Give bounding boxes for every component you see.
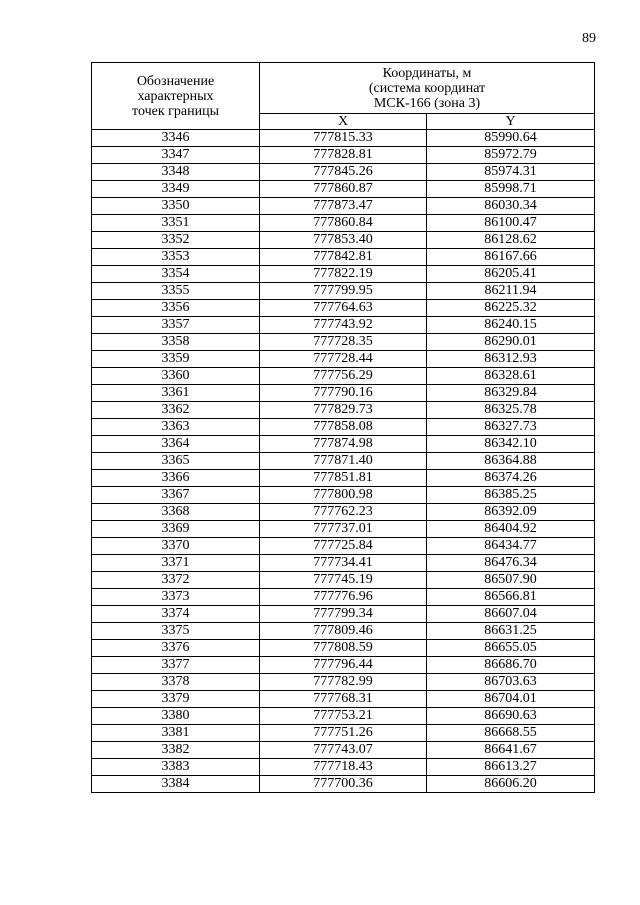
x-coordinate-cell: 777764.63 <box>260 300 427 317</box>
header-coordinates <box>260 63 595 114</box>
point-id-cell: 3363 <box>92 419 260 436</box>
point-id-cell: 3357 <box>92 317 260 334</box>
x-coordinate-cell: 777874.98 <box>260 436 427 453</box>
table-row <box>92 640 595 657</box>
point-id-cell: 3369 <box>92 521 260 538</box>
table-header <box>92 63 595 130</box>
table-row <box>92 300 595 317</box>
coordinates-table <box>91 62 595 793</box>
point-id-cell: 3368 <box>92 504 260 521</box>
page-number: 89 <box>582 31 596 46</box>
y-coordinate-cell: 86374.26 <box>427 470 595 487</box>
x-coordinate-cell: 777776.96 <box>260 589 427 606</box>
y-coordinate-cell: 86325.78 <box>427 402 595 419</box>
x-coordinate-cell: 777860.84 <box>260 215 427 232</box>
y-coordinate-cell: 86211.94 <box>427 283 595 300</box>
table-row <box>92 266 595 283</box>
point-id-cell: 3373 <box>92 589 260 606</box>
y-coordinate-cell: 86404.92 <box>427 521 595 538</box>
table-row <box>92 589 595 606</box>
y-coordinate-cell: 86342.10 <box>427 436 595 453</box>
point-id-cell: 3371 <box>92 555 260 572</box>
y-coordinate-cell: 85972.79 <box>427 147 595 164</box>
x-coordinate-cell: 777753.21 <box>260 708 427 725</box>
y-coordinate-cell: 86655.05 <box>427 640 595 657</box>
y-coordinate-cell: 86392.09 <box>427 504 595 521</box>
x-coordinate-cell: 777800.98 <box>260 487 427 504</box>
header-x: X <box>260 114 427 130</box>
x-coordinate-cell: 777737.01 <box>260 521 427 538</box>
x-coordinate-cell: 777718.43 <box>260 759 427 776</box>
y-coordinate-cell: 86641.67 <box>427 742 595 759</box>
table-row <box>92 725 595 742</box>
table-row <box>92 504 595 521</box>
point-id-cell: 3366 <box>92 470 260 487</box>
point-id-cell: 3356 <box>92 300 260 317</box>
y-coordinate-cell: 86327.73 <box>427 419 595 436</box>
y-coordinate-cell: 86704.01 <box>427 691 595 708</box>
point-id-cell: 3353 <box>92 249 260 266</box>
y-coordinate-cell: 85990.64 <box>427 130 595 147</box>
point-id-cell: 3375 <box>92 623 260 640</box>
y-coordinate-cell: 86329.84 <box>427 385 595 402</box>
x-coordinate-cell: 777728.44 <box>260 351 427 368</box>
y-coordinate-cell: 86690.63 <box>427 708 595 725</box>
point-id-cell: 3382 <box>92 742 260 759</box>
point-id-cell: 3346 <box>92 130 260 147</box>
point-id-cell: 3355 <box>92 283 260 300</box>
x-coordinate-cell: 777762.23 <box>260 504 427 521</box>
y-coordinate-cell: 86668.55 <box>427 725 595 742</box>
table-row <box>92 623 595 640</box>
x-coordinate-cell: 777845.26 <box>260 164 427 181</box>
x-coordinate-cell: 777782.99 <box>260 674 427 691</box>
point-id-cell: 3364 <box>92 436 260 453</box>
y-coordinate-cell: 85998.71 <box>427 181 595 198</box>
y-coordinate-cell: 86606.20 <box>427 776 595 793</box>
table-row <box>92 776 595 793</box>
point-id-cell: 3350 <box>92 198 260 215</box>
point-id-cell: 3381 <box>92 725 260 742</box>
table-row <box>92 555 595 572</box>
x-coordinate-cell: 777873.47 <box>260 198 427 215</box>
x-coordinate-cell: 777728.35 <box>260 334 427 351</box>
table-row <box>92 198 595 215</box>
table-row <box>92 708 595 725</box>
table-row <box>92 130 595 147</box>
table-row <box>92 742 595 759</box>
table-row <box>92 521 595 538</box>
table-row <box>92 232 595 249</box>
y-coordinate-cell: 86167.66 <box>427 249 595 266</box>
header-designation-line: Обозначение <box>136 73 215 89</box>
point-id-cell: 3372 <box>92 572 260 589</box>
table-row <box>92 147 595 164</box>
y-coordinate-cell: 86290.01 <box>427 334 595 351</box>
table-row <box>92 181 595 198</box>
table-row <box>92 385 595 402</box>
point-id-cell: 3383 <box>92 759 260 776</box>
table-row <box>92 538 595 555</box>
x-coordinate-cell: 777734.41 <box>260 555 427 572</box>
x-coordinate-cell: 777751.26 <box>260 725 427 742</box>
x-coordinate-cell: 777871.40 <box>260 453 427 470</box>
x-coordinate-cell: 777799.95 <box>260 283 427 300</box>
table-row <box>92 215 595 232</box>
header-designation-line: точек границы <box>132 103 219 119</box>
x-coordinate-cell: 777745.19 <box>260 572 427 589</box>
header-designation-line: характерных <box>137 88 214 104</box>
point-id-cell: 3347 <box>92 147 260 164</box>
x-coordinate-cell: 777829.73 <box>260 402 427 419</box>
point-id-cell: 3376 <box>92 640 260 657</box>
table-row <box>92 419 595 436</box>
x-coordinate-cell: 777796.44 <box>260 657 427 674</box>
y-coordinate-cell: 86364.88 <box>427 453 595 470</box>
table-row <box>92 691 595 708</box>
x-coordinate-cell: 777790.16 <box>260 385 427 402</box>
header-designation <box>92 63 260 130</box>
x-coordinate-cell: 777842.81 <box>260 249 427 266</box>
point-id-cell: 3351 <box>92 215 260 232</box>
point-id-cell: 3367 <box>92 487 260 504</box>
y-coordinate-cell: 86613.27 <box>427 759 595 776</box>
point-id-cell: 3380 <box>92 708 260 725</box>
point-id-cell: 3358 <box>92 334 260 351</box>
x-coordinate-cell: 777853.40 <box>260 232 427 249</box>
table-row <box>92 249 595 266</box>
x-coordinate-cell: 777808.59 <box>260 640 427 657</box>
table-row <box>92 572 595 589</box>
x-coordinate-cell: 777809.46 <box>260 623 427 640</box>
point-id-cell: 3384 <box>92 776 260 793</box>
point-id-cell: 3354 <box>92 266 260 283</box>
table-row <box>92 759 595 776</box>
x-coordinate-cell: 777743.92 <box>260 317 427 334</box>
x-coordinate-cell: 777822.19 <box>260 266 427 283</box>
y-coordinate-cell: 86507.90 <box>427 572 595 589</box>
table-row <box>92 606 595 623</box>
point-id-cell: 3370 <box>92 538 260 555</box>
y-coordinate-cell: 86385.25 <box>427 487 595 504</box>
x-coordinate-cell: 777815.33 <box>260 130 427 147</box>
point-id-cell: 3348 <box>92 164 260 181</box>
table-row <box>92 436 595 453</box>
header-coordinates-line: МСК-166 (зона 3) <box>373 95 481 111</box>
y-coordinate-cell: 86476.34 <box>427 555 595 572</box>
table-row <box>92 470 595 487</box>
x-coordinate-cell: 777725.84 <box>260 538 427 555</box>
y-coordinate-cell: 85974.31 <box>427 164 595 181</box>
point-id-cell: 3349 <box>92 181 260 198</box>
point-id-cell: 3365 <box>92 453 260 470</box>
x-coordinate-cell: 777799.34 <box>260 606 427 623</box>
x-coordinate-cell: 777860.87 <box>260 181 427 198</box>
point-id-cell: 3374 <box>92 606 260 623</box>
table-row <box>92 334 595 351</box>
y-coordinate-cell: 86434.77 <box>427 538 595 555</box>
table-body <box>92 130 595 793</box>
y-coordinate-cell: 86030.34 <box>427 198 595 215</box>
y-coordinate-cell: 86566.81 <box>427 589 595 606</box>
header-y: Y <box>427 114 595 130</box>
y-coordinate-cell: 86100.47 <box>427 215 595 232</box>
y-coordinate-cell: 86631.25 <box>427 623 595 640</box>
table-row <box>92 657 595 674</box>
point-id-cell: 3377 <box>92 657 260 674</box>
x-coordinate-cell: 777768.31 <box>260 691 427 708</box>
table-row <box>92 402 595 419</box>
point-id-cell: 3379 <box>92 691 260 708</box>
y-coordinate-cell: 86703.63 <box>427 674 595 691</box>
y-coordinate-cell: 86607.04 <box>427 606 595 623</box>
y-coordinate-cell: 86328.61 <box>427 368 595 385</box>
table-row <box>92 164 595 181</box>
x-coordinate-cell: 777858.08 <box>260 419 427 436</box>
table-row <box>92 351 595 368</box>
table-row <box>92 368 595 385</box>
table-row <box>92 487 595 504</box>
y-coordinate-cell: 86240.15 <box>427 317 595 334</box>
y-coordinate-cell: 86312.93 <box>427 351 595 368</box>
table-row <box>92 317 595 334</box>
table-row <box>92 674 595 691</box>
point-id-cell: 3359 <box>92 351 260 368</box>
header-row-main <box>92 63 595 114</box>
y-coordinate-cell: 86225.32 <box>427 300 595 317</box>
table-row <box>92 283 595 300</box>
table-row <box>92 453 595 470</box>
y-coordinate-cell: 86686.70 <box>427 657 595 674</box>
point-id-cell: 3352 <box>92 232 260 249</box>
x-coordinate-cell: 777851.81 <box>260 470 427 487</box>
x-coordinate-cell: 777828.81 <box>260 147 427 164</box>
x-coordinate-cell: 777743.07 <box>260 742 427 759</box>
header-coordinates-line: Координаты, м <box>382 65 472 81</box>
point-id-cell: 3360 <box>92 368 260 385</box>
header-coordinates-line: (система координат <box>368 80 486 96</box>
point-id-cell: 3378 <box>92 674 260 691</box>
point-id-cell: 3361 <box>92 385 260 402</box>
point-id-cell: 3362 <box>92 402 260 419</box>
y-coordinate-cell: 86128.62 <box>427 232 595 249</box>
x-coordinate-cell: 777700.36 <box>260 776 427 793</box>
x-coordinate-cell: 777756.29 <box>260 368 427 385</box>
y-coordinate-cell: 86205.41 <box>427 266 595 283</box>
